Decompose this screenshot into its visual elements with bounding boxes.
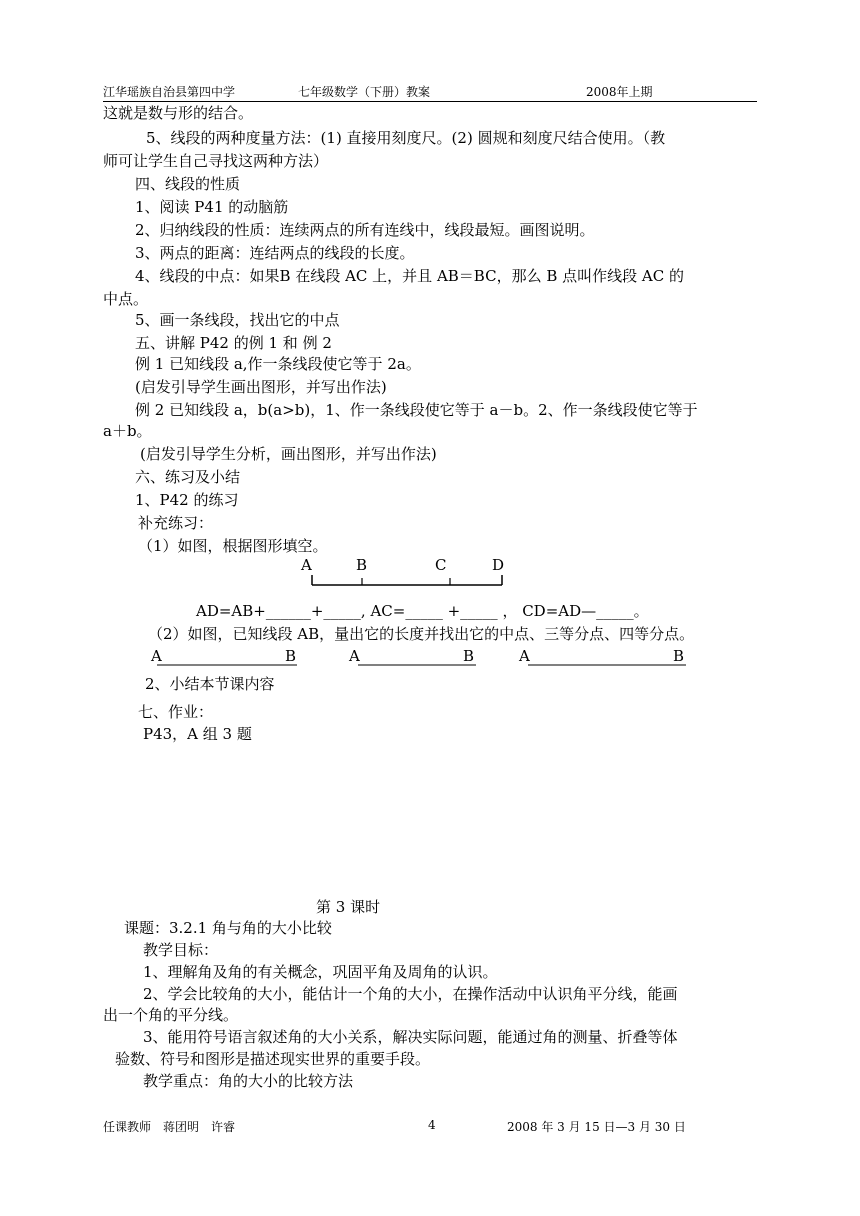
- footer-page-number: 4: [428, 1118, 436, 1132]
- point-label-c: C: [435, 556, 447, 574]
- text-line: 4、线段的中点：如果B 在线段 AC 上，并且 AB＝BC，那么 B 点叫作线段 AC 的: [135, 267, 684, 285]
- text-line: （1）如图，根据图形填空。: [138, 537, 328, 555]
- figure-segment-abcd: [290, 554, 520, 594]
- header-term: 2008年上期: [586, 85, 653, 99]
- text-line: (启发引导学生分析，画出图形，并写出作法): [140, 445, 437, 463]
- segment-2-end: B: [463, 647, 475, 665]
- text-line: 1、P42 的练习: [135, 491, 239, 509]
- text-line: 师可让学生自己寻找这两种方法）: [103, 152, 329, 170]
- text-line: 中点。: [103, 290, 149, 308]
- text-line: 1、阅读 P41 的动脑筋: [135, 198, 289, 216]
- point-label-a: A: [301, 556, 312, 574]
- goal-2-cont: 出一个角的平分线。: [103, 1006, 239, 1024]
- header-school: 江华瑶族自治县第四中学: [103, 85, 236, 99]
- text-line: （2）如图，已知线段 AB，量出它的长度并找出它的中点、三等分点、四等分点。: [148, 625, 695, 643]
- text-line: 2、小结本节课内容: [145, 675, 275, 693]
- segment-2-start: A: [349, 647, 360, 665]
- goal-2: 2、学会比较角的大小，能估计一个角的大小，在操作活动中认识角平分线，能画: [143, 985, 678, 1003]
- point-label-d: D: [492, 556, 505, 574]
- goals-heading: 教学目标：: [143, 941, 219, 959]
- goal-3-cont: 验数、符号和图形是描述现实世界的重要手段。: [115, 1050, 431, 1068]
- text-line: 5、画一条线段，找出它的中点: [135, 311, 340, 329]
- segment-1-start: A: [151, 647, 162, 665]
- text-line: a＋b。: [103, 422, 152, 440]
- footer-teachers: 任课教师 蒋团明 许睿: [103, 1120, 236, 1134]
- text-line: 5、线段的两种度量方法：(1) 直接用刻度尺。(2) 圆规和刻度尺结合使用。（教: [146, 129, 666, 147]
- section-heading: 五、讲解 P42 的例 1 和 例 2: [135, 334, 332, 352]
- text-line: 这就是数与形的结合。: [103, 104, 254, 122]
- text-line: P43，A 组 3 题: [143, 725, 252, 743]
- section-heading: 六、练习及小结: [135, 468, 241, 486]
- figure-three-segments: [145, 643, 705, 673]
- goal-1: 1、理解角及角的有关概念，巩固平角及周角的认识。: [143, 963, 498, 981]
- text-line: 例 1 已知线段 a,作一条线段使它等于 2a。: [135, 355, 421, 373]
- text-line: 补充练习：: [138, 514, 214, 532]
- lesson-topic: 课题：3.2.1 角与角的大小比较: [124, 919, 332, 937]
- key-point: 教学重点：角的大小的比较方法: [143, 1072, 354, 1090]
- section-heading: 七、作业：: [138, 703, 214, 721]
- segment-1-end: B: [285, 647, 297, 665]
- text-line: 3、两点的距离：连结两点的线段的长度。: [135, 244, 415, 262]
- lesson-title: 第 3 课时: [316, 898, 381, 916]
- section-heading: 四、线段的性质: [135, 175, 241, 193]
- footer-dates: 2008 年 3 月 15 日—3 月 30 日: [507, 1120, 686, 1134]
- text-line: 2、归纳线段的性质：连续两点的所有连线中，线段最短。画图说明。: [135, 221, 595, 239]
- text-line: (启发引导学生画出图形，并写出作法): [135, 378, 387, 396]
- goal-3: 3、能用符号语言叙述角的大小关系，解决实际问题，能通过角的测量、折叠等体: [143, 1028, 678, 1046]
- header-rule: [103, 101, 757, 102]
- segment-3-end: B: [673, 647, 685, 665]
- point-label-b: B: [356, 556, 368, 574]
- segment-3-start: A: [519, 647, 530, 665]
- header-course: 七年级数学（下册）教案: [298, 85, 431, 99]
- fill-in-line: AD=AB+______+_____, AC=_____ +_____ ， CD=AD—_____。: [196, 602, 649, 620]
- text-line: 例 2 已知线段 a，b(a>b)，1、作一条线段使它等于 a－b。2、作一条线段使它等于: [135, 401, 698, 419]
